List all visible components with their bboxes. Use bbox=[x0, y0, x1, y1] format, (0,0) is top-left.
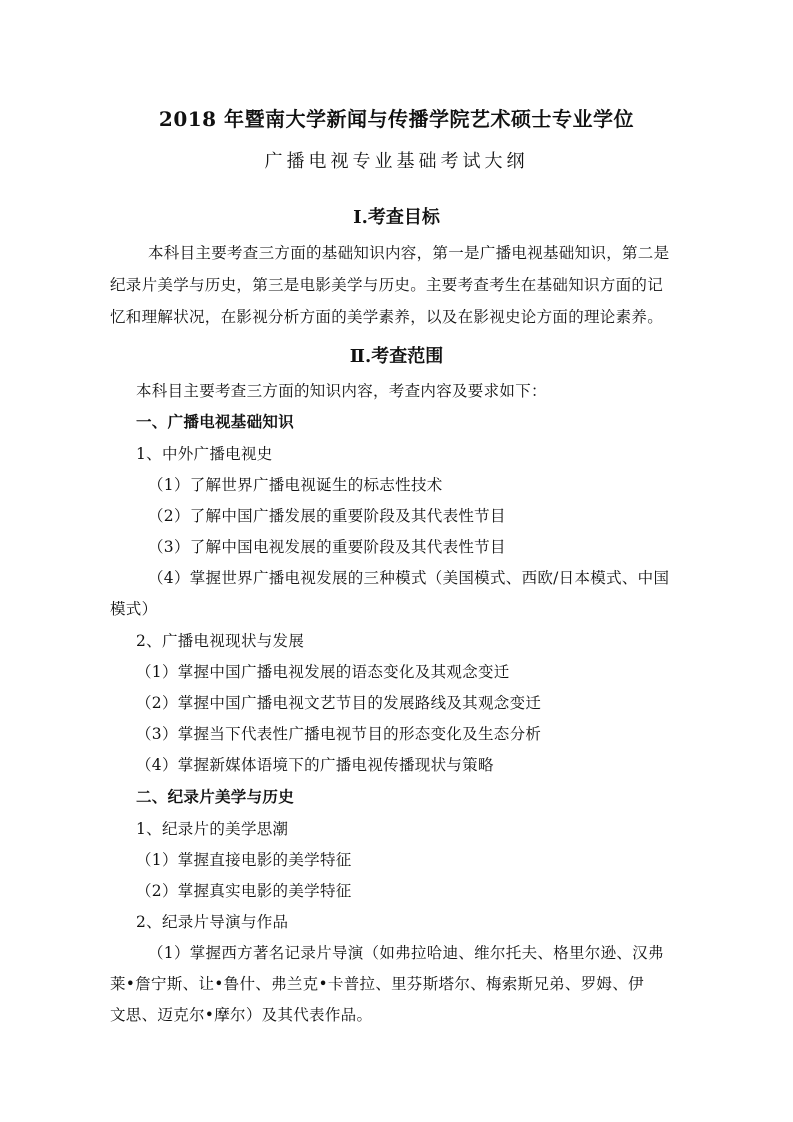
sub-heading: 1、中外广播电视史 bbox=[136, 445, 273, 463]
list-item: （3）了解中国电视发展的重要阶段及其代表性节目 bbox=[148, 538, 506, 556]
list-item-continuation: 莱•詹宁斯、让•鲁什、弗兰克•卡普拉、里芬斯塔尔、梅索斯兄弟、罗姆、伊 bbox=[110, 975, 644, 993]
list-item: （1）掌握中国广播电视发展的语态变化及其观念变迁 bbox=[136, 663, 510, 681]
sub-heading: 1、纪录片的美学思潮 bbox=[136, 820, 289, 838]
list-item: （4）掌握新媒体语境下的广播电视传播现状与策略 bbox=[136, 756, 494, 774]
scope-intro: 本科目主要考查三方面的知识内容，考查内容及要求如下： bbox=[136, 382, 547, 400]
list-item: （2）掌握中国广播电视文艺节目的发展路线及其观念变迁 bbox=[136, 694, 542, 712]
section-heading-objectives: Ⅰ.考查目标 bbox=[353, 207, 440, 228]
list-item: （1）了解世界广播电视诞生的标志性技术 bbox=[148, 476, 443, 494]
document-subtitle: 广播电视专业基础考试大纲 bbox=[264, 151, 529, 172]
list-item: （2）了解中国广播发展的重要阶段及其代表性节目 bbox=[148, 507, 506, 525]
list-item: （1）掌握西方著名记录片导演（如弗拉哈迪、维尔托夫、格里尔逊、汉弗 bbox=[148, 944, 664, 962]
list-item-continuation: 文思、迈克尔•摩尔）及其代表作品。 bbox=[110, 1006, 373, 1024]
list-item: （4）掌握世界广播电视发展的三种模式（美国模式、西欧/日本模式、中国 bbox=[148, 569, 670, 587]
list-item: （2）掌握真实电影的美学特征 bbox=[136, 882, 352, 900]
objectives-paragraph-line: 本科目主要考查三方面的基础知识内容，第一是广播电视基础知识，第二是 bbox=[148, 244, 670, 262]
objectives-paragraph-line: 忆和理解状况，在影视分析方面的美学素养，以及在影视史论方面的理论素养。 bbox=[110, 308, 664, 326]
objectives-paragraph-line: 纪录片美学与历史，第三是电影美学与历史。主要考查考生在基础知识方面的记 bbox=[110, 276, 664, 294]
document-title: 2018 年暨南大学新闻与传播学院艺术硕士专业学位 bbox=[158, 107, 635, 131]
part-heading: 二、纪录片美学与历史 bbox=[136, 787, 295, 806]
list-item-continuation: 模式） bbox=[110, 600, 158, 618]
part-heading: 一、广播电视基础知识 bbox=[136, 412, 295, 431]
list-item: （1）掌握直接电影的美学特征 bbox=[136, 851, 352, 869]
sub-heading: 2、纪录片导演与作品 bbox=[136, 913, 289, 931]
section-heading-scope: Ⅱ.考查范围 bbox=[349, 346, 444, 367]
list-item: （3）掌握当下代表性广播电视节目的形态变化及生态分析 bbox=[136, 725, 542, 743]
sub-heading: 2、广播电视现状与发展 bbox=[136, 632, 305, 650]
